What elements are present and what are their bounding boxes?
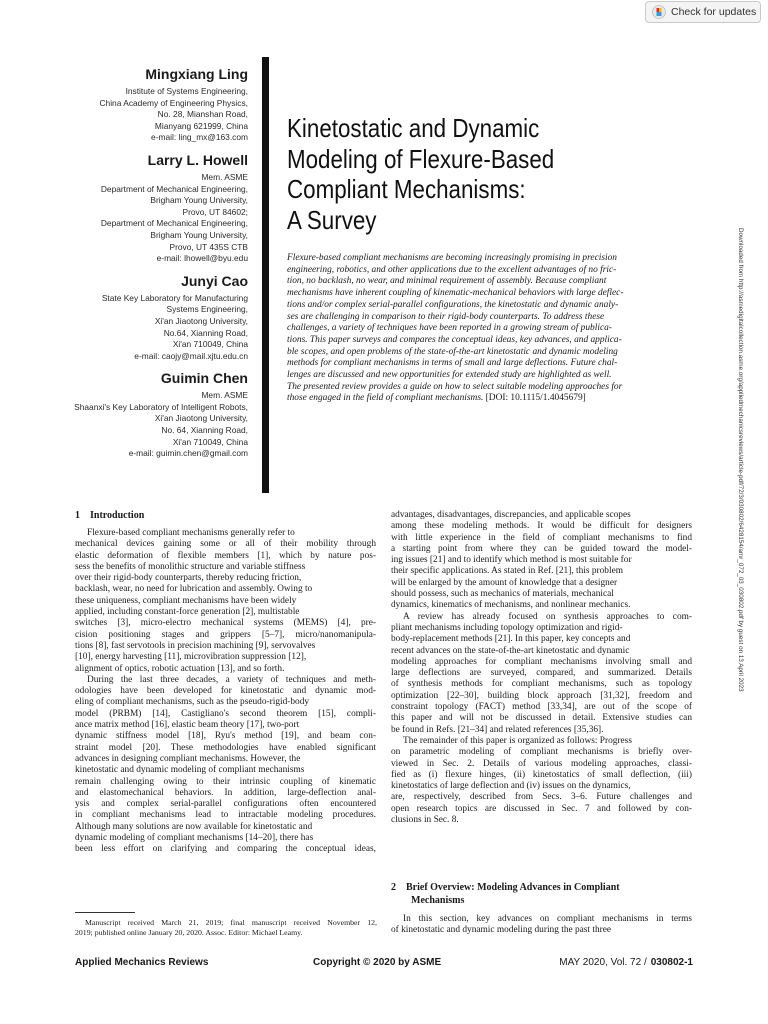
affiliation-line: State Key Laboratory for Manufacturing — [101, 292, 248, 303]
author-email[interactable]: e-mail: caojy@mail.xjtu.edu.cn — [134, 350, 248, 361]
section-title: Introduction — [90, 510, 145, 521]
text-line: dynamic modeling of compliant mechanisms [14–20], there has — [75, 833, 314, 844]
affiliation-line: Xi'an 710049, China — [172, 436, 248, 447]
text-line: of synthesis methods for compliant mechanisms, such as topology — [391, 679, 692, 690]
abstract-line: tions. This paper surveys and compares the conceptual ideas, key advances, and applica- — [287, 334, 622, 345]
title-line: Kinetostatic and Dynamic — [287, 113, 540, 143]
text-line: modeling approaches for compliant mechanisms involving small and — [391, 656, 692, 667]
text-line: dynamics, kinematics of mechanisms, and nonlinear mechanics. — [391, 600, 631, 611]
affiliation-line: Mianyang 621999, China — [154, 120, 248, 131]
text-line: this paper and will not be discussed in detail. Extensive studies can — [391, 713, 692, 724]
abstract-line: lenges are discussed and new opportunities for extended study are highlighted as well. — [287, 370, 612, 381]
author-block — [70, 66, 248, 144]
text-line: will be enlarged by the amount of knowledge that a designer — [391, 577, 618, 588]
text-line: open research topics are discussed in Sec. 7 and followed by con- — [391, 803, 692, 814]
text-line: ysis and complex serial-parallel configurations often encountered — [75, 799, 376, 810]
text-line: body-replacement methods [21]. In this paper, key concepts and — [391, 634, 631, 645]
abstract — [287, 253, 719, 405]
affiliation-line: Institute of Systems Engineering, — [125, 86, 248, 96]
affiliation-line: Systems Engineering, — [166, 304, 248, 315]
crossmark-icon — [652, 5, 666, 19]
text-line: In this section, key advances on compliant mechanisms in terms — [403, 914, 692, 924]
text-line: ance matrix method [16], elastic beam theory [17], two-port — [75, 720, 300, 731]
text-line: Although many solutions are now available for kinetostatic and — [75, 821, 313, 832]
abstract-line — [287, 393, 719, 405]
text-line: Flexure-based compliant mechanisms generally refer to — [87, 528, 295, 538]
text-line: [10], energy harvesting [11], microvibration suppression [12], — [75, 652, 307, 663]
abstract-line: Flexure-based compliant mechanisms are becoming increasingly promising in precision — [287, 253, 617, 263]
text-line: kinetostatic and dynamic modeling of compliant mechanisms — [75, 765, 305, 776]
abstract-last-line: those engaged in the field of compliant mechanisms. — [287, 393, 484, 404]
paragraph — [391, 914, 692, 937]
abstract-line: tions and/or complex serial-parallel configurations, the kinetostatic and dynamic analy- — [287, 299, 619, 310]
check-for-updates-button[interactable] — [645, 1, 761, 23]
text-line: A review has already focused on synthesis approaches to com- — [403, 611, 692, 622]
title-line: A Survey — [287, 204, 377, 235]
text-line: kinetostatics of large deflection and (iv) issues on the dynamics, — [391, 781, 631, 792]
text-line: advances in designing compliant mechanisms. However, the — [75, 753, 301, 764]
text-line: of kinetostatic and dynamic modeling during the past three — [391, 925, 612, 936]
text-line: recent advances on the state-of-the-art kinetostatic and dynamic — [391, 645, 630, 656]
body-column-right — [391, 510, 692, 826]
text-line: sess the benefits of monolithic structure and variable stiffness — [75, 561, 306, 572]
affiliation-line: Mem. ASME — [201, 171, 248, 182]
affiliation-line: Mem. ASME — [201, 390, 248, 401]
text-line: applied, including constant-force generation [2], multistable — [75, 607, 300, 618]
text-line: During the last three decades, a variety of techniques and meth- — [87, 674, 376, 685]
download-watermark — [737, 228, 747, 728]
download-watermark-text: Downloaded from http://asmedigitalcollection.asme.org/appliedmechanicsreviews/article-pdf/72/3/030802/6428154/amr_072_03_030802.pdf by guest on 13 April 2023 — [737, 228, 744, 692]
abstract-line: The presented review provides a guide on how to select suitable modeling approaches for — [287, 381, 623, 392]
author-block — [70, 370, 248, 460]
text-line: dynamic stiffness model [18], Ryu's method [19], and beam con- — [75, 731, 376, 742]
section-title: Brief Overview: Modeling Advances in Compliant — [406, 882, 620, 893]
check-for-updates-label: Check for updates — [671, 6, 757, 18]
page-footer — [75, 957, 693, 971]
author-email[interactable]: e-mail: guimin.chen@gmail.com — [128, 448, 248, 459]
abstract-line: challenges, a variety of techniques have been reported in a growing stream of publica- — [287, 323, 612, 334]
affiliation-line: No.64, Xianning Road, — [163, 327, 248, 338]
section-number: 1 — [75, 510, 80, 521]
title-divider-bar — [262, 57, 269, 493]
footnote-line: Manuscript received March 21, 2019; final manuscript received November 12, — [85, 918, 377, 927]
text-line: among these modeling methods. It would be difficult for designers — [391, 521, 692, 532]
text-line: be found in Refs. [21–34] and related references [35,36]. — [391, 724, 604, 735]
footnote-rule — [75, 912, 135, 913]
issue-volume: MAY 2020, Vol. 72 / — [559, 957, 647, 968]
abstract-line: tion, no backlash, no wear, and minimal requirement of assembly. Because compliant — [287, 276, 607, 287]
affiliation-line: Xi'an Jiaotong University, — [154, 315, 248, 326]
doi-link[interactable]: [DOI: 10.1115/1.4045679] — [485, 393, 586, 404]
text-line: tions [8], fast servotools in precision machining [9], servovalves — [75, 640, 316, 651]
affiliation-line: Department of Mechanical Engineering, — [100, 218, 248, 229]
text-line: cision positioning stages and grippers [5–7], micro/nanomanipula- — [75, 629, 376, 640]
text-line: clusions in Sec. 8. — [391, 815, 459, 826]
body-column-left — [75, 510, 376, 856]
text-line: been less effort on clarifying and comparing the conceptual ideas, — [75, 844, 376, 855]
text-line: model (PRBM) [14], Castigliano's second theorem [15], compli- — [75, 708, 376, 719]
issue-info — [559, 957, 693, 968]
text-line: ing issues [21] and to identify which method is most suitable for — [391, 555, 632, 566]
affiliation-line: China Academy of Engineering Physics, — [99, 97, 248, 108]
author-name: Mingxiang Ling — [145, 66, 248, 82]
affiliation-line: Brigham Young University, — [150, 195, 248, 206]
text-line: straint model [20]. These methodologies have enabled significant — [75, 742, 376, 753]
text-line: remain challenging owing to their intrinsic coupling of kinematic — [75, 776, 376, 787]
text-line: and elastomechanical behaviors. In addition, large-deflection anal- — [75, 787, 376, 798]
text-line: pliant mechanisms including topology optimization and rigid- — [391, 622, 623, 633]
footnote — [75, 918, 377, 938]
text-line: fied as (i) flexure hinges, (ii) kinetostatics of small deflection, (iii) — [391, 769, 692, 780]
section-heading — [391, 881, 692, 907]
copyright: Copyright © 2020 by ASME — [313, 957, 442, 968]
journal-name: Applied Mechanics Reviews — [75, 957, 209, 968]
title-line: Compliant Mechanisms: — [287, 174, 526, 204]
affiliation-line: Brigham Young University, — [150, 229, 248, 240]
text-line: switches [3], micro-electro mechanical systems (MEMS) [4], pre- — [75, 618, 376, 629]
author-name: Junyi Cao — [181, 272, 248, 289]
text-line: advantages, disadvantages, discrepancies, and applicable scopes — [391, 510, 631, 520]
footnote-line: 2019; published online January 20, 2020. Assoc. Editor: Michael Leamy. — [75, 928, 303, 937]
title-line: Modeling of Flexure-Based — [287, 143, 555, 174]
abstract-line: ble scopes, and open problems of the state-of-the-art kinetostatic and dynamic modeling — [287, 346, 618, 357]
author-name: Guimin Chen — [160, 370, 248, 387]
text-line: should possess, such as mechanics of materials, mechanical — [391, 589, 614, 600]
text-line: a starting point from where they can be guided toward the model- — [391, 543, 692, 554]
text-line: odologies have been developed for kinetostatic and dynamic mod- — [75, 686, 376, 697]
affiliation-line: Shaanxi's Key Laboratory of Intelligent Robots, — [74, 401, 248, 412]
paragraph — [391, 510, 692, 826]
abstract-line: engineering, robotics, and other applications due to the excellent advantages of no fric- — [287, 264, 617, 275]
author-block — [70, 273, 248, 363]
abstract-line: ses are challenging in comparison to their rigid-body counterparts. To address these — [287, 311, 605, 322]
affiliation-line: Xi'an 710049, China — [172, 339, 248, 350]
text-line: eling of compliant mechanisms, such as the pseudo-rigid-body — [75, 697, 310, 708]
text-line: backlash, wear, no need for lubrication and assembly. Owing to — [75, 584, 313, 595]
affiliation-line: Provo, UT 84602; — [182, 206, 248, 217]
author-block — [70, 152, 248, 265]
text-line: their specific applications. As stated in Ref. [21], this problem — [391, 566, 623, 577]
text-line: alignment of optics, robotic actuation [13], and so forth. — [75, 663, 285, 674]
text-line: in compliant mechanisms lead to intractable modeling procedures. — [75, 810, 376, 821]
text-line: viewed in Sec. 2. Details of various modeling approaches, classi- — [391, 758, 692, 769]
abstract-line: methods for compliant mechanisms in terms of small and large deflections. Future chal- — [287, 358, 618, 369]
author-list — [70, 66, 248, 468]
text-line: constraint topology (FACT) method [33,34], are out of the scope of — [391, 702, 692, 713]
author-email[interactable]: e-mail: lhowell@byu.edu — [156, 253, 248, 264]
section-title-continued: Mechanisms — [411, 895, 465, 906]
text-line: these uniqueness, compliant mechanisms have been widely — [75, 595, 297, 606]
text-line: are, respectively, described from Secs. 3–6. Future challenges and — [391, 792, 692, 803]
affiliation-line: No. 64, Xianning Road, — [161, 425, 248, 436]
text-line: with little experience in the field of compliant mechanisms to find — [391, 532, 692, 543]
affiliation-line: No. 28, Mianshan Road, — [157, 109, 248, 120]
paragraph — [75, 528, 376, 856]
affiliation-line: Xi'an Jiaotong University, — [154, 413, 248, 424]
abstract-line: mechanisms have inherent coupling of kinematic-mechanical behaviors with large deflec- — [287, 288, 624, 299]
paper-title — [287, 113, 667, 235]
text-line: over their rigid-body counterparts, thereby reducing friction, — [75, 573, 302, 584]
section-number: 2 — [391, 882, 396, 893]
section-heading — [75, 510, 376, 522]
author-name: Larry L. Howell — [147, 151, 248, 168]
text-line: large deflections are surveyed, compared, and summarized. Details — [391, 668, 692, 679]
text-line: optimization [22–30], building block approach [31,32], freedom and — [391, 690, 692, 701]
text-line: The remainder of this paper is organized as follows: Progress — [403, 735, 632, 746]
text-line: mechanical devices gaining some or all of their mobility through — [75, 539, 376, 550]
text-line: on parametric modeling of compliant mechanisms is briefly over- — [391, 747, 692, 758]
affiliation-line: Department of Mechanical Engineering, — [100, 183, 248, 194]
affiliation-line: Provo, UT 435S CTB — [169, 241, 248, 252]
article-number: 030802-1 — [650, 957, 693, 968]
author-email[interactable]: e-mail: ling_mx@163.com — [151, 132, 248, 143]
text-line: elastic deformation of flexible members [1], which by nature pos- — [75, 550, 376, 561]
